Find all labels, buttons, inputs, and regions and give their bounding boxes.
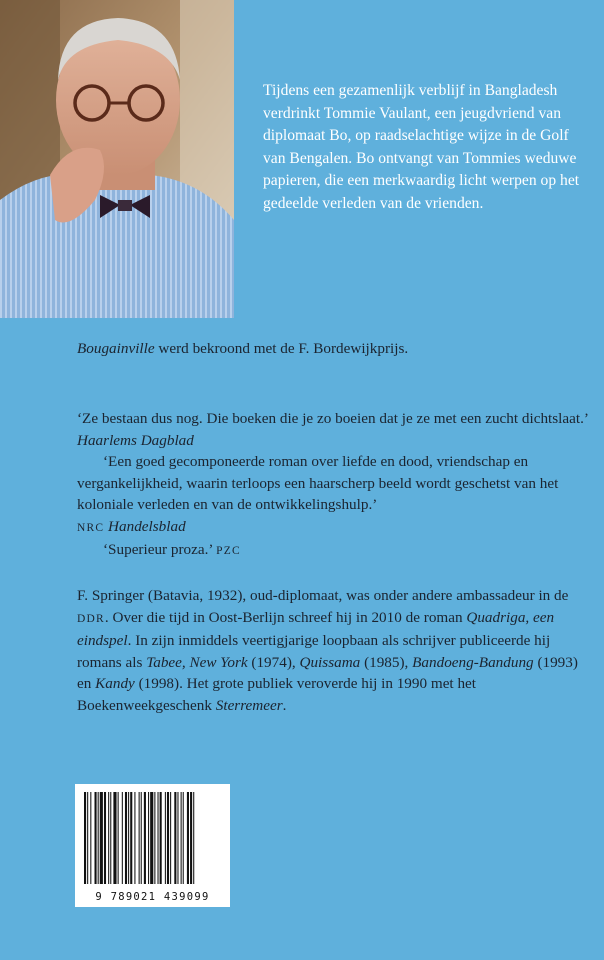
bio-title-quissama: Quissama xyxy=(299,653,361,671)
bio-text-7: (1998). Het grote publiek veroverde hij in 1990 met het Boekenweekgeschenk xyxy=(77,675,477,714)
isbn-barcode xyxy=(75,784,230,907)
barcode-bar xyxy=(100,792,103,884)
barcode-bar xyxy=(95,792,97,884)
barcode-bar xyxy=(183,792,184,884)
barcode-bar xyxy=(148,792,149,884)
barcode-bar xyxy=(177,792,178,884)
barcode-bar xyxy=(113,792,116,884)
bio-text-2: . Over die tijd in Oost-Berlijn schreef hij in 2010 de roman xyxy=(104,608,467,626)
quote-2-source-abbr: NRC xyxy=(77,521,105,534)
quote-3-text: ‘Superieur proza.’ xyxy=(103,541,217,558)
blurb-text: Tijdens een gezamenlijk verblijf in Bangladesh verdrinkt Tommie Vaulant, een jeugdvriend van diplomaat Bo, op raadselachtige wijze in de Golf van Bengalen. Bo ontvangt van Tommies weduwe papieren, die een merkwaardig licht werpen op het gedeelde verleden van de vrienden. xyxy=(263,82,580,212)
quote-1-source: Haarlems Dagblad xyxy=(77,431,194,449)
bio-title-kandy: Kandy xyxy=(95,675,135,692)
barcode-bar xyxy=(125,792,127,884)
barcode-bar xyxy=(150,792,153,884)
quote-3-source: PZC xyxy=(216,545,241,557)
quote-3 xyxy=(77,539,597,563)
barcode-bar xyxy=(154,792,155,884)
barcode-bar xyxy=(130,792,132,884)
barcode-bar xyxy=(167,792,169,884)
bio-title-sterremeer: Sterremeer xyxy=(215,696,283,714)
barcode-bar xyxy=(144,792,146,884)
isbn-number: 9 789021 439099 xyxy=(95,891,210,903)
barcode-bar xyxy=(193,792,194,884)
quote-2-source: Handelsblad xyxy=(108,517,186,535)
review-quotes xyxy=(77,408,597,563)
award-note xyxy=(77,338,597,360)
book-blurb xyxy=(263,80,593,215)
author-photo xyxy=(0,0,234,318)
award-text: werd bekroond met de F. Bordewijkprijs. xyxy=(154,340,409,357)
bio-text-5: (1985), xyxy=(360,653,413,671)
barcode-bar xyxy=(128,792,129,884)
bio-title-tabee: Tabee, New York xyxy=(146,653,248,671)
barcode-bar xyxy=(165,792,166,884)
barcode-bar xyxy=(141,792,142,884)
quote-1-text: ‘Ze bestaan dus nog. Die boeken die je zo boeien dat je ze met een zucht dichtslaat.’ xyxy=(77,410,588,427)
barcode-bar xyxy=(190,792,192,884)
barcode-bar xyxy=(84,792,86,884)
barcode-bar xyxy=(104,792,106,884)
barcode-bar xyxy=(87,792,88,884)
barcode-bar xyxy=(170,792,171,884)
author-portrait-image xyxy=(0,0,234,318)
bio-title-quadriga: Quadriga, een eindspel xyxy=(77,608,555,649)
barcode-bar xyxy=(90,792,91,884)
bio-ddr: DDR xyxy=(77,612,105,625)
bio-text-4: (1974), xyxy=(247,653,300,671)
quote-1 xyxy=(77,408,597,451)
barcode-bar xyxy=(187,792,189,884)
award-book-title: Bougainville xyxy=(77,340,155,357)
barcode-bar xyxy=(98,792,99,884)
barcode-bar xyxy=(181,792,182,884)
quote-2 xyxy=(77,451,597,516)
bio-text-8: . xyxy=(282,696,287,714)
bio-text-6: (1993) en xyxy=(77,653,578,692)
barcode-bar xyxy=(139,792,140,884)
barcode-bar xyxy=(110,792,111,884)
barcode-bars xyxy=(75,784,230,888)
bio-title-bandoeng: Bandoeng-Bandung xyxy=(412,653,534,671)
bio-text-1: F. Springer (Batavia, 1932), oud-diplomaat, was onder andere ambassadeur in de xyxy=(77,587,569,604)
quote-2-attribution xyxy=(77,516,597,540)
author-bio xyxy=(77,585,592,716)
bio-text-3: . In zijn inmiddels veertigjarige loopbaan als schrijver publiceerde hij romans als xyxy=(77,632,551,671)
quote-2-text: ‘Een goed gecomponeerde roman over liefde en dood, vriendschap en vergankelijkheid, waarin terloops een haarscherp beeld wordt geschetst van het koloniale verleden en van de ontwikkelingshulp.’ xyxy=(77,453,559,513)
barcode-bar xyxy=(118,792,119,884)
barcode-bar xyxy=(174,792,176,884)
barcode-bar xyxy=(134,792,135,884)
barcode-bar xyxy=(160,792,162,884)
barcode-bar xyxy=(108,792,109,884)
barcode-bar xyxy=(122,792,123,884)
barcode-bar xyxy=(158,792,159,884)
